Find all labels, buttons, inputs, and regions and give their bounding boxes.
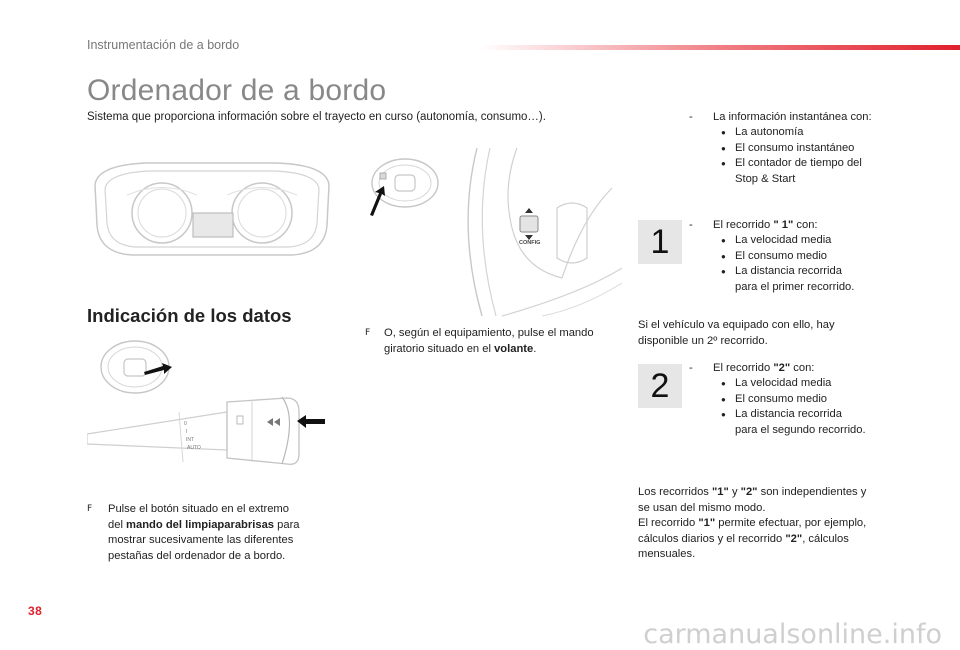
- list-item: ● El consumo instantáneo: [721, 141, 939, 156]
- stalk-label-i: I: [186, 429, 188, 435]
- stalk-label-0: 0: [184, 421, 187, 427]
- section-subtitle: Indicación de los datos: [87, 305, 292, 326]
- list-item: ● La autonomía: [721, 125, 939, 140]
- trip-2-block: - El recorrido "2" con: ● La velocidad media ● El consumo medio ● La distancia recorrida para el segundo recorrido.: [689, 361, 939, 438]
- list-item: ● La velocidad media: [721, 376, 939, 391]
- list-item: ● El consumo medio: [721, 249, 939, 264]
- instrument-cluster-illustration: [87, 155, 337, 265]
- bullet-icon: F: [87, 504, 93, 514]
- trip-1-block: - El recorrido " 1" con: ● La velocidad media ● El consumo medio ● La distancia recorrida para el primer recorrido.: [689, 218, 939, 295]
- pointer-arrow-icon: [367, 185, 387, 217]
- section-label: Instrumentación de a bordo: [87, 38, 240, 52]
- stalk-label-int: INT: [186, 437, 195, 443]
- wiper-pointer-arrow-icon: [143, 362, 173, 376]
- list-item: ● La distancia recorrida: [721, 407, 939, 422]
- trip-2-icon: 2: [638, 364, 682, 408]
- watermark: carmanualsonline.info: [643, 619, 942, 650]
- trip-1-icon: 1: [638, 220, 682, 264]
- config-label: CONFIG: [519, 240, 541, 246]
- list-item: ● El contador de tiempo del: [721, 156, 939, 171]
- bullet-icon: F: [365, 328, 371, 338]
- list-item: ● La distancia recorrida: [721, 264, 939, 279]
- stalk-pointer-arrow-icon: [296, 413, 326, 429]
- second-trip-note: Si el vehículo va equipado con ello, hay disponible un 2º recorrido.: [638, 319, 835, 347]
- wheel-instruction: F O, según el equipamiento, pulse el mando giratorio situado en el volante.: [365, 327, 594, 355]
- instant-info-block: - La información instantánea con: ● La autonomía ● El consumo instantáneo ● El contador de tiempo del Stop & Start: [689, 110, 939, 187]
- header-accent-line: [480, 45, 960, 50]
- list-item: ● La velocidad media: [721, 233, 939, 248]
- page-number: 38: [28, 604, 43, 618]
- intro-text: Sistema que proporciona información sobre el trayecto en curso (autonomía, consumo…).: [87, 111, 546, 123]
- wiper-instruction: F Pulse el botón situado en el extremo del mando del limpiaparabrisas para mostrar sucesivamente las diferentes pestañas del ordenador de a bordo.: [87, 503, 300, 562]
- wiper-stalk-illustration: [87, 392, 337, 472]
- stalk-label-auto: AUTO: [187, 445, 201, 451]
- page-title: Ordenador de a bordo: [87, 74, 387, 107]
- trips-footer-note: Los recorridos "1" y "2" son independientes y se usan del mismo modo. El recorrido "1" permite efectuar, por ejemplo, cálculos diarios y el recorrido "2", cálculos mensuales.: [638, 486, 867, 560]
- steering-wheel-config-illustration: [462, 148, 622, 318]
- list-item: ● El consumo medio: [721, 392, 939, 407]
